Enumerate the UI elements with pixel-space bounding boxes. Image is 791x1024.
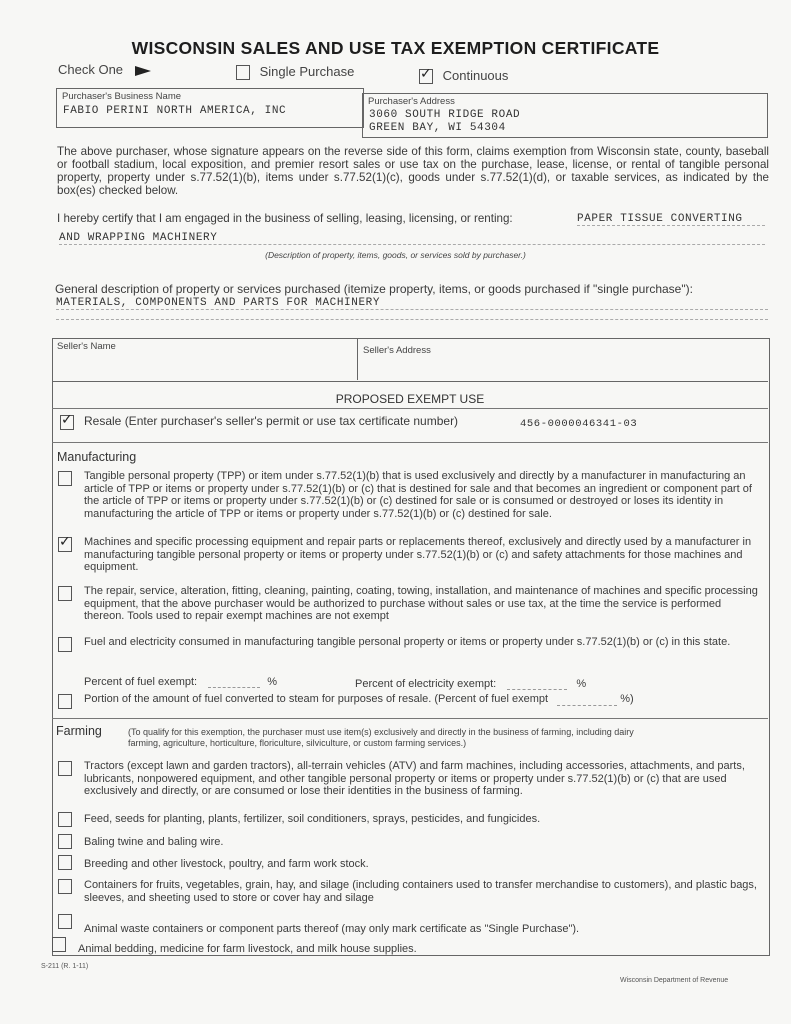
purchaser-address-line1: 3060 SOUTH RIDGE ROAD xyxy=(369,109,521,121)
percent-electricity-input[interactable] xyxy=(507,689,567,690)
single-purchase-option[interactable] xyxy=(236,64,354,80)
purchaser-address-label: Purchaser's Address xyxy=(368,96,455,107)
farming-item xyxy=(58,878,758,910)
farming-note: (To qualify for this exemption, the purchaser must use item(s) exclusively and directly in the business of farming, including dairy farming, agriculture, horticulture, floriculture, silviculture, or custom farming services.) xyxy=(128,727,634,748)
farming-item-text: Breeding and other livestock, poultry, and farm work stock. xyxy=(84,858,369,870)
check-one-label xyxy=(58,62,151,77)
seller-name-label: Seller's Name xyxy=(57,341,116,352)
page-title: WISCONSIN SALES AND USE TAX EXEMPTION CERTIFICATE xyxy=(131,38,660,58)
resale-permit-number[interactable]: 456-0000046341-03 xyxy=(520,418,638,430)
manufacturing-item xyxy=(58,536,758,580)
general-description-label: General description of property or services purchased (itemize property, items, or goods purchased if "single purchase"): xyxy=(55,282,693,296)
purchaser-name-label: Purchaser's Business Name xyxy=(62,91,182,102)
resale-checkbox[interactable] xyxy=(60,415,74,430)
percent-fuel-row xyxy=(84,676,277,688)
form-number: S-211 (R. 1-11) xyxy=(41,963,89,970)
percent-fuel-label: Percent of fuel exempt: xyxy=(84,676,198,688)
farming-item-text: Animal bedding, medicine for farm livestock, and milk house supplies. xyxy=(78,943,417,955)
steam-checkbox[interactable] xyxy=(58,694,72,709)
manufacturing-item xyxy=(58,636,758,666)
percent-electricity-row xyxy=(355,678,586,690)
farming-item xyxy=(58,833,758,851)
seller-address-field[interactable] xyxy=(358,342,768,380)
intro-paragraph: The above purchaser, whose signature appears on the reverse side of this form, claims exemption from Wisconsin state, county, baseball or football stadium, local exposition, and premier resort sales or use tax on the purchase, lease, license, or rental of tangible personal property, property under s.77.52(1)(b), items under s.77.52(1)(c), goods under s.77.52(1)(d), or taxable services, as indicated by the box(es) checked below. xyxy=(57,145,769,197)
divider xyxy=(52,718,768,719)
farming-item-text: Baling twine and baling wire. xyxy=(84,836,224,848)
percent-fuel-input[interactable] xyxy=(208,687,260,688)
farming-checkbox[interactable] xyxy=(58,879,72,894)
farming-item xyxy=(58,854,758,872)
resale-label: Resale (Enter purchaser's seller's permit or use tax certificate number) xyxy=(84,414,459,428)
general-description-line2[interactable] xyxy=(56,318,768,320)
purchaser-name-field[interactable] xyxy=(56,88,364,128)
percent-electricity-label: Percent of electricity exempt: xyxy=(355,678,497,690)
farming-item xyxy=(58,913,758,935)
manufacturing-item-text: Fuel and electricity consumed in manufacturing tangible personal property or items or property under s.77.52(1)(b) or (c) in this state. xyxy=(84,636,731,648)
farming-checkbox[interactable] xyxy=(58,812,72,827)
arrow-right-icon xyxy=(135,66,151,76)
farming-item xyxy=(52,936,752,954)
general-description-value[interactable]: MATERIALS, COMPONENTS AND PARTS FOR MACHINERY xyxy=(56,297,768,310)
purchaser-address-field[interactable] xyxy=(362,93,768,138)
steam-suffix: %) xyxy=(620,693,634,705)
farming-item xyxy=(58,760,758,810)
farming-checkbox[interactable] xyxy=(58,914,72,929)
certify-label: I hereby certify that I am engaged in the business of selling, leasing, licensing, or renting: xyxy=(57,212,513,225)
steam-percent-input[interactable] xyxy=(557,705,617,706)
manufacturing-checkbox[interactable] xyxy=(58,537,72,552)
continuous-checkbox[interactable] xyxy=(419,69,433,84)
farming-item-text: Tractors (except lawn and garden tractors), all-terrain vehicles (ATV) and farm machines, including accessories, attachments, and parts, lubricants, nonpowered equipment, and other tangible personal property or items or property under s.77.52(1)(b) or (c) that are used exclusively and directly, or are consumed or lose their identities in the business of farming. xyxy=(84,760,745,798)
farming-checkbox[interactable] xyxy=(58,855,72,870)
percent-sign: % xyxy=(267,676,278,688)
continuous-label: Continuous xyxy=(442,68,509,83)
manufacturing-item-text: Tangible personal property (TPP) or item under s.77.52(1)(b) that is used exclusively and directly by a manufacturer in manufacturing an article of TPP or items or property under s.77.52(1)(b) or (c) that is destined for sale and that becomes an ingredient or component part of the article of TPP or items or property under s.77.52(1)(b) or (c) destined for sale or is consumed or destroyed or loses its identity in manufacturing the article of TPP or items or property under s.77.52(1)(b) or (c) destined for sale. xyxy=(84,470,752,520)
continuous-option[interactable] xyxy=(419,68,508,84)
divider xyxy=(52,381,768,382)
farming-item xyxy=(58,811,758,829)
divider xyxy=(52,442,768,443)
farming-item-text: Animal waste containers or component parts thereof (may only mark certificate as "Single Purchase"). xyxy=(84,923,580,935)
steam-item xyxy=(58,693,758,711)
manufacturing-checkbox[interactable] xyxy=(58,637,72,652)
farming-title: Farming xyxy=(56,724,102,738)
seller-address-label: Seller's Address xyxy=(363,345,431,356)
manufacturing-item xyxy=(58,470,758,536)
purchaser-name-value: FABIO PERINI NORTH AMERICA, INC xyxy=(63,105,287,117)
farming-item-text: Feed, seeds for planting, plants, fertilizer, soil conditioners, sprays, pesticides, and fungicides. xyxy=(84,813,541,825)
manufacturing-checkbox[interactable] xyxy=(58,586,72,601)
farming-checkbox[interactable] xyxy=(58,834,72,849)
manufacturing-title: Manufacturing xyxy=(57,450,137,464)
certify-caption: (Description of property, items, goods, or services sold by purchaser.) xyxy=(265,250,526,260)
manufacturing-item-text: The repair, service, alteration, fitting, cleaning, painting, coating, towing, installation, and maintenance of machines and specific processing equipment, that the above purchaser would be authorized to purchase without sales or use tax, at the time the service is performed thereon. Tools used to repair exempt machines are not exempt xyxy=(84,585,758,623)
manufacturing-item-text: Machines and specific processing equipment and repair parts or replacements thereof, exclusively and directly used by a manufacturer in manufacturing tangible personal property or items or property under s.77.52(1)(b) or (c) and safety attachments for those machines and equipment. xyxy=(84,536,752,574)
manufacturing-item xyxy=(58,585,758,629)
farming-checkbox[interactable] xyxy=(52,937,66,952)
farming-item-text: Containers for fruits, vegetables, grain, hay, and silage (including containers used to transfer merchandise to customers), and plastic bags, sleeves, and sheeting used to store or cover hay and silage xyxy=(84,879,757,904)
department-name: Wisconsin Department of Revenue xyxy=(620,977,729,984)
farming-checkbox[interactable] xyxy=(58,761,72,776)
divider xyxy=(52,408,768,409)
check-one-text: Check One xyxy=(58,62,124,77)
manufacturing-checkbox[interactable] xyxy=(58,471,72,486)
single-purchase-label: Single Purchase xyxy=(259,64,355,79)
proposed-exempt-use-title: PROPOSED EXEMPT USE xyxy=(335,392,485,406)
steam-text: Portion of the amount of fuel converted to steam for purposes of resale. (Percent of fuel exempt xyxy=(84,693,549,705)
single-purchase-checkbox[interactable] xyxy=(236,65,250,80)
certify-value-line1[interactable]: PAPER TISSUE CONVERTING xyxy=(577,213,765,226)
purchaser-address-line2: GREEN BAY, WI 54304 xyxy=(369,122,506,134)
seller-name-field[interactable] xyxy=(52,338,358,380)
percent-sign: % xyxy=(576,678,587,690)
certify-value-line2[interactable]: AND WRAPPING MACHINERY xyxy=(59,232,765,245)
steam-row xyxy=(84,693,634,706)
